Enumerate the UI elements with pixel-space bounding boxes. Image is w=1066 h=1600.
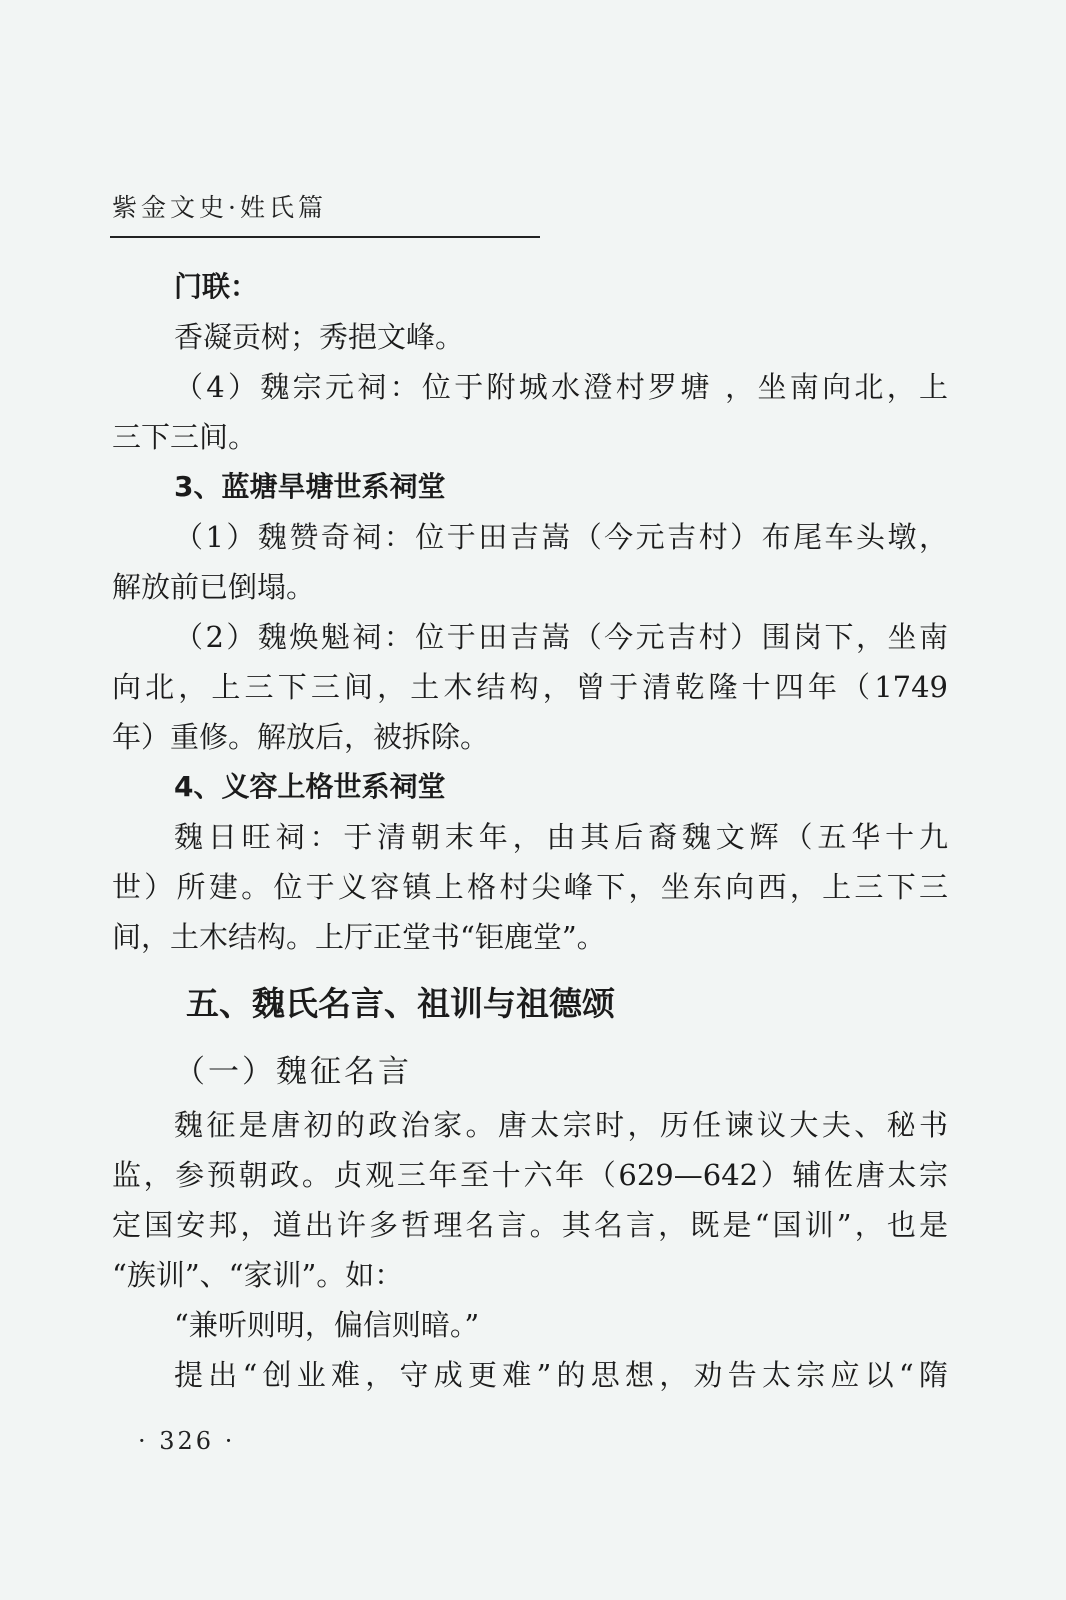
text-line: 香凝贡树；秀挹文峰。	[174, 320, 465, 354]
subheading: 4、义容上格世系祠堂	[174, 770, 446, 803]
text-line: （2）魏焕魁祠：位于田吉嵩（今元吉村）围岗下，坐南	[174, 620, 948, 654]
text-line: 向北，上三下三间，土木结构，曾于清乾隆十四年（1749	[112, 670, 948, 704]
text-line: 三下三间。	[112, 420, 258, 454]
header-rule	[110, 236, 540, 238]
subheading: 3、蓝塘旱塘世系祠堂	[174, 470, 446, 503]
text-line: （4）魏宗元祠：位于附城水澄村罗塘 ，坐南向北，上	[174, 370, 948, 404]
text-line: 监，参预朝政。贞观三年至十六年（629—642）辅佐唐太宗	[112, 1158, 948, 1192]
subsection-title: （一）魏征名言	[174, 1054, 412, 1090]
running-header: 紫金文史·姓氏篇	[112, 193, 327, 222]
text-line: （1）魏赞奇祠：位于田吉嵩（今元吉村）布尾车头墩，	[174, 520, 948, 554]
section-title: 五、魏氏名言、祖训与祖德颂	[186, 984, 615, 1023]
text-line: 魏征是唐初的政治家。唐太宗时，历任谏议大夫、秘书	[174, 1108, 948, 1142]
text-line: 间，土木结构。上厅正堂书“钜鹿堂”。	[112, 920, 606, 954]
text-line: 提出“创业难，守成更难”的思想，劝告太宗应以“隋	[174, 1358, 948, 1392]
text-line: “族训”、“家训”。如：	[112, 1258, 404, 1292]
text-line: 解放前已倒塌。	[112, 570, 316, 604]
text-line: “兼听则明，偏信则暗。”	[174, 1308, 480, 1342]
text-line: 魏日旺祠：于清朝末年，由其后裔魏文辉（五华十九	[174, 820, 948, 854]
text-line: 年）重修。解放后，被拆除。	[112, 720, 490, 754]
page-body	[112, 262, 948, 1400]
text-line: 门联：	[174, 270, 259, 303]
page-number: · 326 ·	[138, 1427, 236, 1455]
text-line: 定国安邦，道出许多哲理名言。其名言，既是“国训”，也是	[112, 1208, 948, 1242]
text-line: 世）所建。位于义容镇上格村尖峰下，坐东向西，上三下三	[112, 870, 948, 904]
